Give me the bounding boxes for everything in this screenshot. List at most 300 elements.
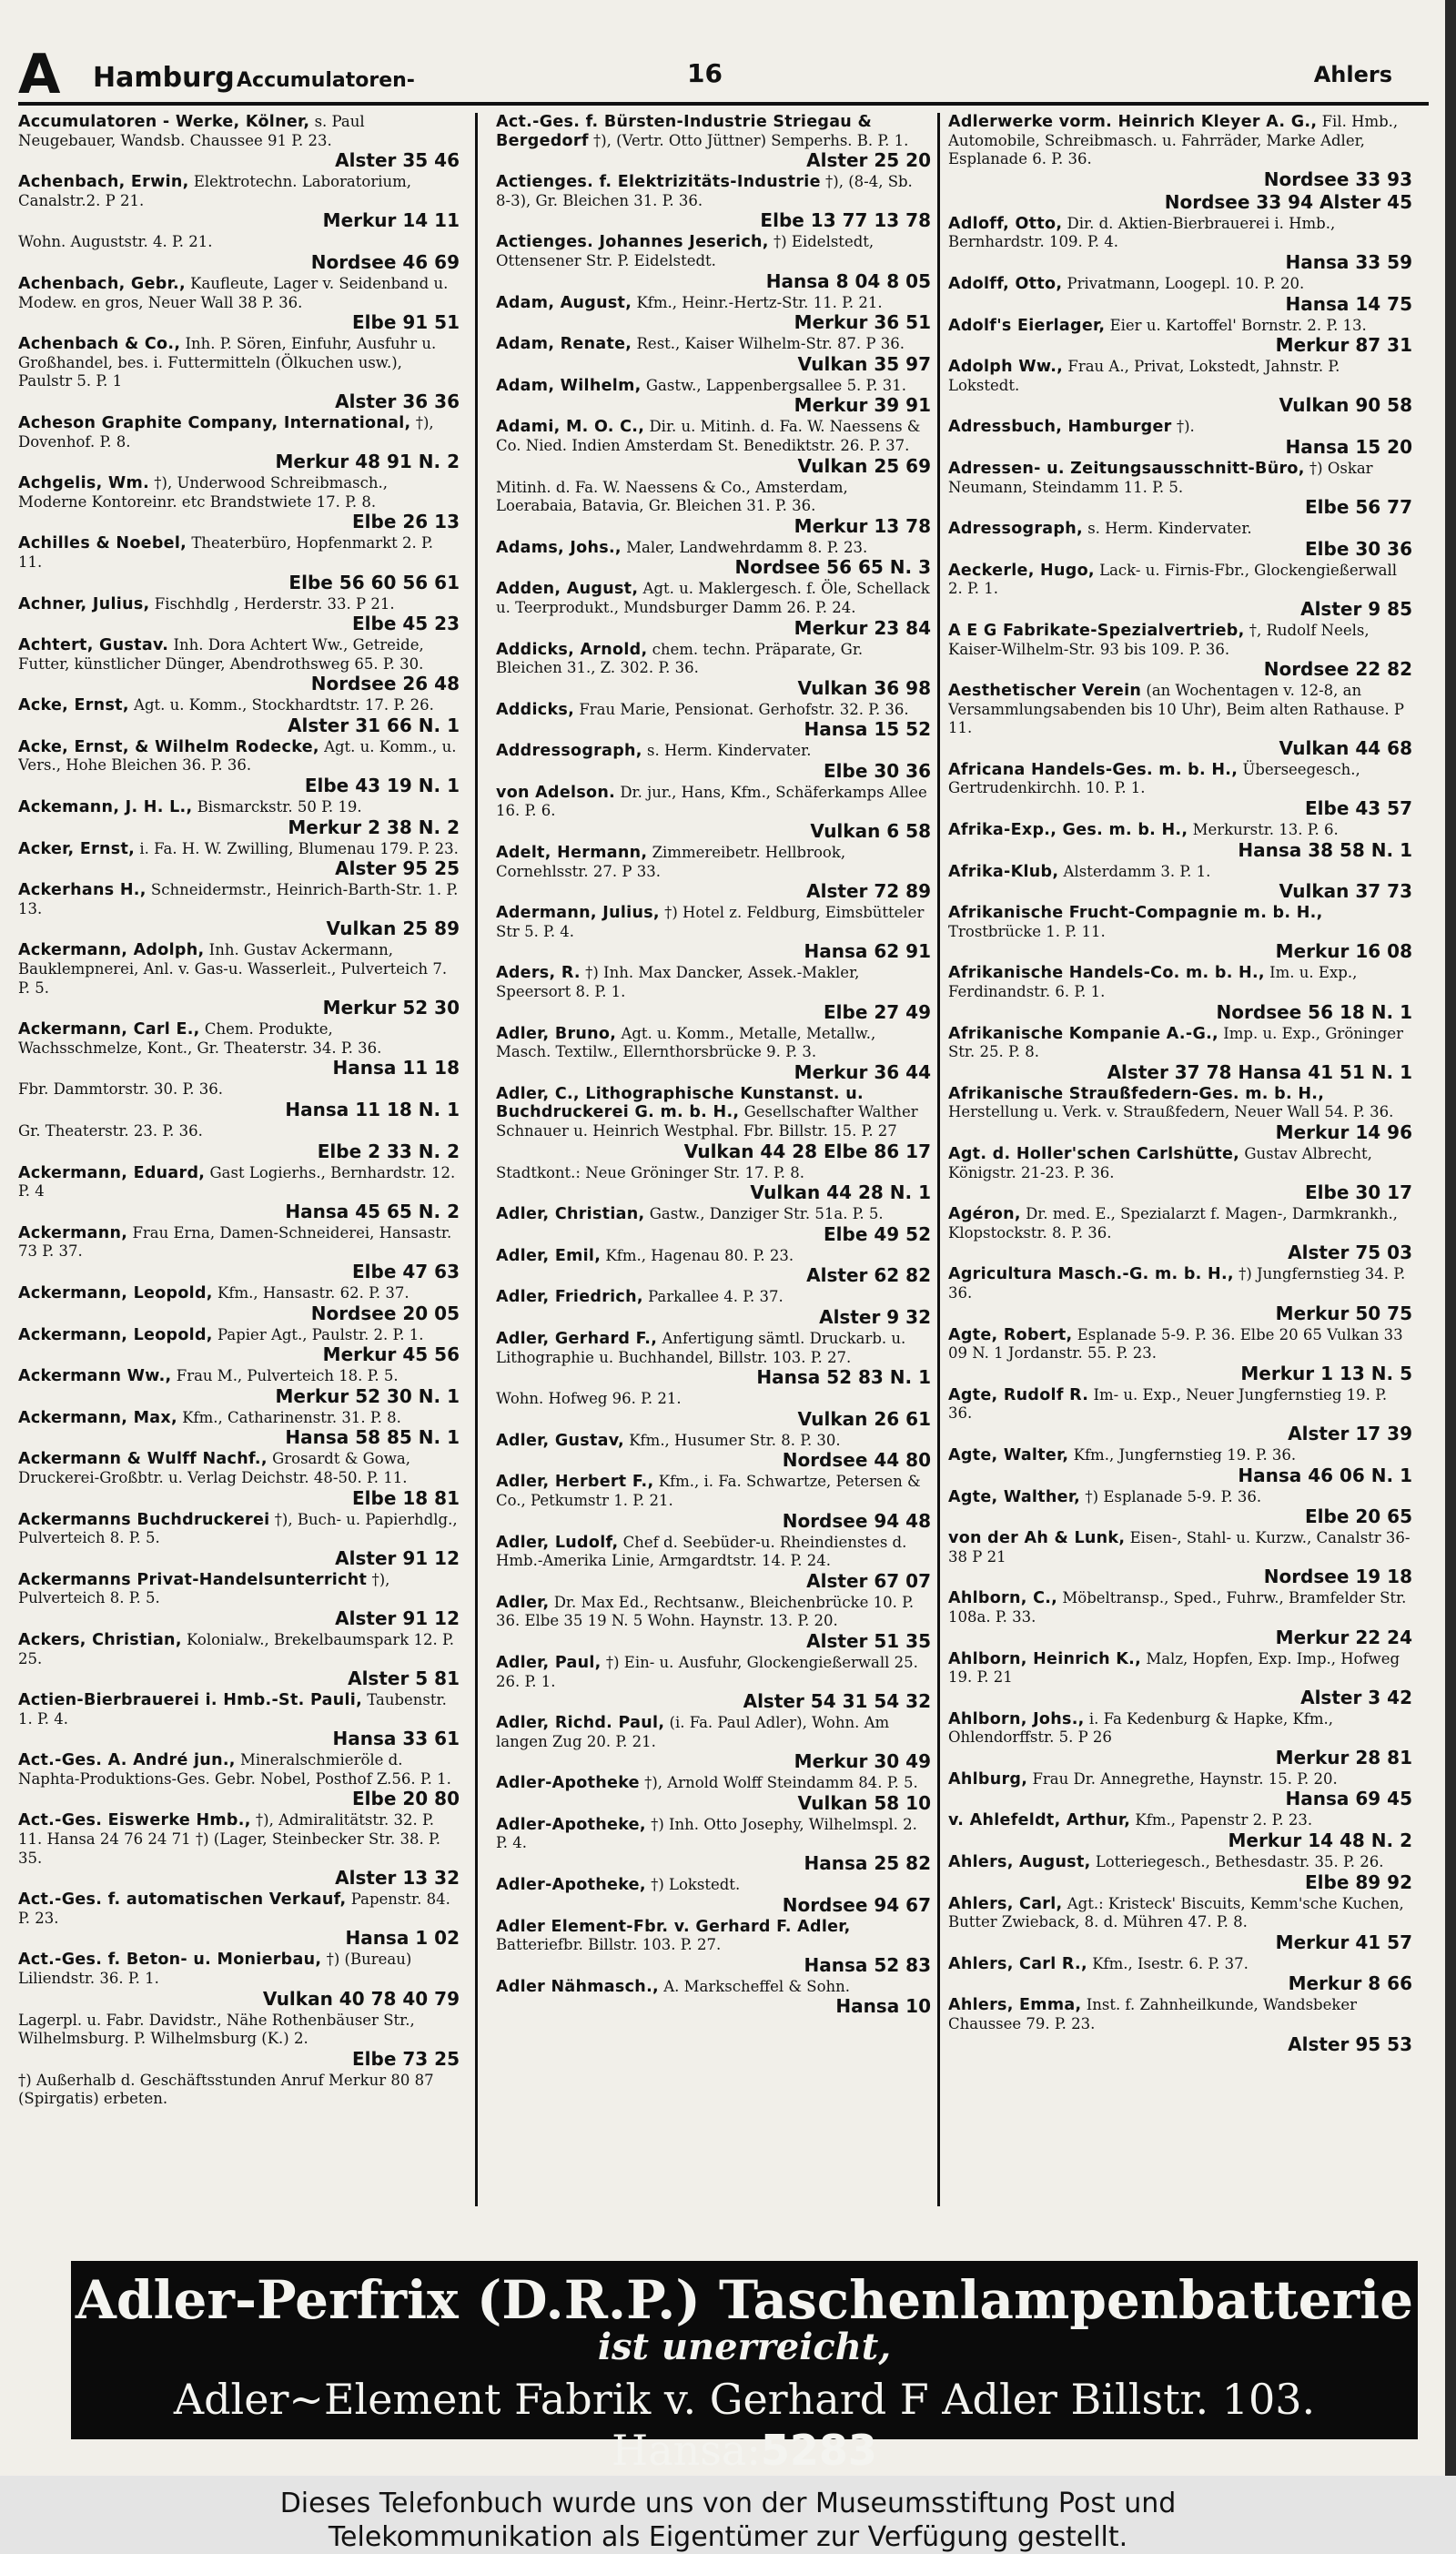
entry-details: Dr. jur., Hans, Kfm., Schäferkamps Allee 16. P. 6.	[496, 783, 927, 820]
directory-entry	[18, 881, 460, 938]
directory-entry	[496, 1330, 931, 1387]
entry-telephone: Alster 25 20	[806, 149, 931, 172]
directory-entry	[18, 636, 460, 694]
entry-telephone: Nordsee 94 48	[782, 1509, 931, 1532]
entry-details: Inst. f. Zahnheilkunde, Wandsbeker Chaussee 79. P. 23.	[948, 1996, 1358, 2033]
directory-entry	[948, 964, 1412, 1021]
directory-entry	[18, 534, 460, 592]
directory-entry	[496, 904, 931, 961]
entry-name: Actienges. f. Elektrizitäts-Industrie	[496, 173, 821, 192]
entry-name: Adler, Christian,	[496, 1205, 645, 1224]
entry-telephone: Vulkan 40 78 40 79	[262, 1987, 460, 2010]
entry-telephone: Vulkan 6 58	[810, 820, 931, 843]
directory-entry	[948, 622, 1412, 679]
entry-telephone: Elbe 30 36	[824, 759, 931, 782]
entry-name: Act.-Ges. f. Bürsten-Industrie Striegau & Bergedorf	[496, 113, 873, 150]
entry-details: Kfm., Heinr.-Hertz-Str. 11. P. 21.	[636, 293, 883, 311]
entry-name: Acke, Ernst, & Wilhelm Rodecke,	[18, 737, 319, 756]
entry-name: Ackermann, Carl E.,	[18, 1020, 200, 1039]
entry-telephone: Nordsee 26 48	[310, 673, 460, 695]
directory-entry	[18, 335, 460, 411]
directory-entry	[948, 358, 1412, 415]
entry-details: Fischhdlg , Herderstr. 33. P 21.	[154, 594, 395, 613]
entry-name: Ackers, Christian,	[18, 1630, 182, 1649]
directory-entry	[496, 1473, 931, 1530]
ad-phone-number: 5283	[760, 2426, 877, 2475]
entry-details: Maler, Landwehrdamm 8. P. 23.	[626, 538, 868, 556]
entry-details: Inh. Gustav Ackermann, Bauklempnerei, Anl. v. Gas-u. Wasserleit., Pulverteich 7. P. 5.	[18, 941, 448, 997]
entry-name: Acke, Ernst,	[18, 696, 129, 715]
entry-details: †), (Vertr. Otto Jüttner) Semperhs. B. P. 1.	[592, 131, 909, 149]
entry-telephone: Nordsee 56 18 N. 1	[1216, 1000, 1412, 1023]
entry-details: Esplanade 5-9. P. 36. Elbe 20 65 Vulkan 33 09 N. 1 Jordanstr. 55. P. 23.	[948, 1325, 1403, 1363]
directory-entry	[496, 539, 931, 578]
directory-entry	[496, 1205, 931, 1244]
entry-telephone: Nordsee 22 82	[1263, 658, 1412, 681]
entry-telephone: Elbe 43 19 N. 1	[304, 775, 460, 797]
entry-name: Agt. d. Holler'schen Carlshütte,	[948, 1145, 1240, 1163]
entry-details: †) (Bureau) Liliendstr. 36. P. 1.	[18, 1951, 412, 1988]
entry-name: Ackermann, Leopold,	[18, 1325, 213, 1344]
directory-entry	[948, 904, 1412, 961]
entry-details: Fil. Hmb., Automobile, Schreibmasch. u. Fahrräder, Marke Adler, Esplanade 6. P. 36.	[948, 113, 1399, 168]
entry-telephone: Hansa 45 65 N. 2	[285, 1200, 460, 1222]
directory-entry	[948, 460, 1412, 517]
directory-entry	[496, 173, 931, 230]
entry-telephone: Elbe 45 23	[352, 613, 460, 635]
entry-telephone: Merkur 52 30	[322, 997, 460, 1019]
directory-entry	[18, 233, 460, 272]
entry-name: Adler, C., Lithographische Kunstanst. u. Buchdruckerei G. m. b. H.,	[496, 1084, 864, 1122]
entry-details: s. Herm. Kindervater.	[647, 742, 812, 760]
entry-name: Acheson Graphite Company, International,	[18, 413, 411, 432]
directory-entry	[948, 821, 1412, 860]
entry-name: Adloff, Otto,	[948, 214, 1063, 233]
directory-entry	[496, 1774, 931, 1813]
entry-details: Wohn. Hofweg 96. P. 21.	[496, 1390, 682, 1408]
entry-telephone: Elbe 43 57	[1305, 797, 1412, 820]
entry-name: Afrika-Klub,	[948, 862, 1059, 881]
entry-details: Kaufleute, Lager v. Seidenband u. Modew. en gros, Neuer Wall 38 P. 36.	[18, 274, 449, 311]
entry-details: Rest., Kaiser Wilhelm-Str. 87. P 36.	[636, 335, 905, 353]
entry-name: Afrikanische Straußfedern-Ges. m. b. H.,	[948, 1084, 1325, 1103]
entry-details: †), Admiralitätstr. 32. P. 11. Hansa 24 76 24 71 †) (Lager, Steinbecker Str. 38. P. 35.	[18, 1811, 440, 1867]
entry-details: Dir. u. Mitinh. d. Fa. W. Naessens & Co. Nied. Indien Amsterdam St. Benediktstr. 26. P. 37.	[496, 418, 921, 454]
directory-entry	[18, 1571, 460, 1628]
entry-telephone: Alster 36 36	[335, 390, 460, 412]
entry-telephone: Alster 3 42	[1300, 1686, 1412, 1708]
entry-details: Malz, Hopfen, Exp. Imp., Hofweg 19. P. 21	[948, 1649, 1400, 1687]
directory-entry	[18, 1511, 460, 1568]
first-entry-keyword: Accumulatoren-	[237, 69, 415, 92]
entry-name: A E G Fabrikate-Spezialvertrieb,	[948, 621, 1245, 640]
entry-name: Adler, Ludolf,	[496, 1533, 619, 1552]
directory-entry	[948, 1386, 1412, 1444]
entry-telephone: Elbe 47 63	[352, 1260, 460, 1282]
entry-telephone: Elbe 89 92	[1305, 1870, 1412, 1893]
entry-telephone: Merkur 23 84	[794, 616, 931, 639]
entry-name: Adlerwerke vorm. Heinrich Kleyer A. G.,	[948, 113, 1318, 131]
directory-entry	[18, 113, 460, 170]
entry-telephone: Alster 62 82	[806, 1264, 931, 1287]
directory-entry	[496, 233, 931, 290]
entry-name: Achner, Julius,	[18, 594, 150, 613]
entry-telephone: Merkur 39 91	[794, 394, 931, 417]
entry-name: Acker, Ernst,	[18, 839, 136, 858]
directory-entry	[18, 414, 460, 471]
directory-entry	[948, 1589, 1412, 1647]
entry-telephone: Alster 31 66 N. 1	[288, 714, 460, 736]
directory-entry	[496, 377, 931, 416]
directory-entry	[18, 1020, 460, 1078]
entry-name: Ackermanns Privat-Handelsunterricht	[18, 1570, 368, 1589]
directory-entry	[496, 844, 931, 901]
entry-details: Kfm., Jungfernstieg 19. P. 36.	[1073, 1445, 1297, 1464]
entry-details: Kfm., Catharinenstr. 31. P. 8.	[182, 1408, 401, 1426]
entry-name: Achenbach, Gebr.,	[18, 274, 186, 293]
entry-details: Frau Marie, Pensionat. Gerhofstr. 32. P. 36.	[579, 700, 909, 718]
entry-name: Addressograph,	[496, 742, 642, 761]
directory-entry	[18, 1284, 460, 1323]
entry-telephone: Hansa 14 75	[1285, 292, 1412, 315]
entry-details: Eier u. Kartoffel' Bornstr. 2. P. 13.	[1109, 316, 1367, 334]
entry-details: †) Esplanade 5-9. P. 36.	[1085, 1487, 1262, 1505]
directory-entry	[948, 317, 1412, 356]
entry-details: Gastw., Lappenbergsallee 5. P. 31.	[645, 376, 907, 394]
directory-entry	[948, 1488, 1412, 1527]
directory-entry	[496, 964, 931, 1021]
entry-name: Adelt, Hermann,	[496, 844, 648, 863]
entry-telephone: Hansa 46 06 N. 1	[1238, 1464, 1412, 1486]
entry-telephone: Merkur 16 08	[1275, 940, 1412, 963]
entry-telephone: Nordsee 33 93	[1263, 167, 1412, 190]
entry-telephone: Elbe 49 52	[824, 1222, 931, 1245]
entry-telephone: Hansa 62 91	[804, 940, 931, 963]
entry-telephone: Merkur 36 51	[794, 311, 931, 334]
city-name: Hamburg	[93, 62, 235, 94]
directory-entry	[18, 173, 460, 230]
entry-details: Kfm., Papenstr 2. P. 23.	[1135, 1811, 1313, 1829]
entry-telephone: Alster 35 46	[335, 149, 460, 172]
entry-name: Adler, Friedrich,	[496, 1288, 643, 1307]
entry-details: Zimmereibetr. Hellbrook, Cornehlsstr. 27. P 33.	[496, 844, 846, 880]
entry-telephone: Elbe 30 17	[1305, 1181, 1412, 1204]
entry-details: Inh. Dora Achtert Ww., Getreide, Futter, künstlicher Dünger, Abendrothsweg 65. P. 30.	[18, 636, 424, 673]
directory-entry	[948, 192, 1412, 212]
directory-entry	[496, 1025, 931, 1082]
entry-name: Addicks, Arnold,	[496, 640, 648, 659]
entry-telephone: Vulkan 36 98	[797, 676, 931, 699]
entry-name: Agricultura Masch.-G. m. b. H.,	[948, 1265, 1234, 1284]
entry-details: Im. u. Exp., Ferdinandstr. 6. P. 1.	[948, 964, 1358, 1001]
directory-entry	[18, 1224, 460, 1282]
entry-telephone: Alster 9 85	[1300, 597, 1412, 620]
directory-entry	[18, 1951, 460, 2008]
directory-entry	[948, 1085, 1412, 1142]
entry-name: Adler Nähmasch.,	[496, 1977, 659, 1996]
directory-entry	[948, 1326, 1412, 1383]
entry-name: Actien-Bierbrauerei i. Hmb.-St. Pauli,	[18, 1691, 363, 1710]
entry-telephone: Merkur 14 96	[1275, 1121, 1412, 1143]
entry-telephone: Elbe 20 65	[1305, 1505, 1412, 1528]
directory-entry	[496, 641, 931, 698]
entry-telephone: Vulkan 25 69	[797, 454, 931, 477]
footer-line-2: Telekommunikation als Eigentümer zur Verfügung gestellt.	[328, 2521, 1128, 2553]
header-rule	[18, 102, 1429, 106]
entry-name: Adam, August,	[496, 293, 632, 312]
entry-details: Eisen-, Stahl- u. Kurzw., Canalstr 36-38 P 21	[948, 1529, 1410, 1566]
entry-details: Privatmann, Loogepl. 10. P. 20.	[1067, 274, 1305, 292]
entry-telephone: Merkur 41 57	[1275, 1931, 1412, 1953]
entry-telephone: Merkur 22 24	[1275, 1626, 1412, 1648]
entry-details: Im- u. Exp., Neuer Jungfernstieg 19. P. 36.	[948, 1385, 1388, 1423]
entry-name: von Adelson.	[496, 783, 616, 802]
entry-details: (i. Fa. Paul Adler), Wohn. Am langen Zug 20. P. 21.	[496, 1714, 890, 1750]
entry-telephone: Vulkan 90 58	[1279, 394, 1412, 417]
entry-telephone: Alster 72 89	[806, 880, 931, 903]
entry-details: †) Jungfernstieg 34. P. 36.	[948, 1265, 1406, 1302]
entry-telephone: Merkur 36 44	[794, 1060, 931, 1083]
entry-telephone: Nordsee 20 05	[310, 1302, 460, 1324]
directory-entry	[18, 1367, 460, 1406]
entry-name: Adler, Emil,	[496, 1246, 602, 1265]
entry-name: Adler, Herbert F.,	[496, 1473, 654, 1492]
directory-entry	[948, 520, 1412, 559]
entry-name: Adolph Ww.,	[948, 358, 1064, 377]
entry-name: Ackermanns Buchdruckerei	[18, 1510, 270, 1529]
ad-address: Adler~Element Fabrik v. Gerhard F Adler Billstr. 103. Hansa:	[173, 2375, 1316, 2475]
entry-telephone: Hansa 58 85 N. 1	[285, 1426, 460, 1449]
entry-name: Adolff, Otto,	[948, 274, 1063, 293]
entry-telephone: Merkur 28 81	[1275, 1746, 1412, 1769]
entry-name: Ackermann & Wulff Nachf.,	[18, 1450, 268, 1469]
entry-details: Papenstr. 84. P. 23.	[18, 1890, 450, 1927]
ad-address-line	[71, 2374, 1418, 2476]
entry-telephone: Elbe 91 51	[352, 311, 460, 334]
directory-entry	[496, 1654, 931, 1711]
entry-details: Inh. P. Sören, Einfuhr, Ausfuhr u. Großhandel, bes. i. Futtermitteln (Ölkuchen usw.), Paulstr 5. P. 1	[18, 335, 437, 390]
entry-name: Adler-Apotheke	[496, 1774, 640, 1793]
entry-name: Adressen- u. Zeitungsausschnitt-Büro,	[948, 459, 1305, 478]
entry-name: Ackermann,	[18, 1223, 128, 1242]
entry-name: Afrikanische Handels-Co. m. b. H.,	[948, 964, 1265, 983]
entry-details: Agt. u. Komm., Stockhardtstr. 17. P. 26.	[134, 696, 434, 715]
directory-entry	[948, 863, 1412, 902]
entry-details: †).	[1176, 418, 1195, 436]
entry-details: †), Dovenhof. P. 8.	[18, 413, 434, 451]
entry-telephone: Merkur 8 66	[1288, 1972, 1412, 1995]
entry-telephone: Vulkan 44 28 Elbe 86 17	[683, 1140, 931, 1162]
entry-name: Adler, Bruno,	[496, 1024, 617, 1043]
entry-name: Ahlborn, C.,	[948, 1589, 1058, 1608]
entry-details: Trostbrücke 1. P. 11.	[948, 922, 1106, 940]
entry-details: Theaterbüro, Hopfenmarkt 2. P. 11.	[18, 534, 433, 571]
entry-telephone: Merkur 14 11	[322, 209, 460, 232]
entry-details: Frau A., Privat, Lokstedt, Jahnstr. P. Lokstedt.	[948, 358, 1340, 394]
directory-entry	[496, 418, 931, 475]
entry-name: Achenbach & Co.,	[18, 335, 181, 354]
entry-name: Africana Handels-Ges. m. b. H.,	[948, 760, 1239, 779]
entry-name: Adler, Richd. Paul,	[496, 1714, 665, 1733]
directory-entry	[496, 1247, 931, 1286]
entry-telephone: Merkur 14 48 N. 2	[1228, 1829, 1412, 1852]
entry-telephone: Hansa 15 20	[1285, 435, 1412, 458]
advertisement-banner	[71, 2261, 1418, 2475]
entry-telephone: Hansa 15 52	[804, 718, 931, 741]
entry-name: Adressograph,	[948, 520, 1083, 539]
column-middle	[496, 113, 931, 2206]
entry-details: Taubenstr. 1. P. 4.	[18, 1691, 447, 1728]
entry-name: Ackemann, J. H. L.,	[18, 798, 193, 817]
entry-details: Dr. med. E., Spezialarzt f. Magen-, Darmkrankh., Klopstockstr. 8. P. 36.	[948, 1205, 1398, 1242]
entry-telephone: Hansa 33 59	[1285, 250, 1412, 273]
entry-details: (an Wochentagen v. 12-8, an Versammlungsabenden bis 10 Uhr), Beim alten Rathause. P 11.	[948, 682, 1404, 737]
entry-details: s. Paul Neugebauer, Wandsb. Chaussee 91 P. 23.	[18, 113, 365, 149]
entry-name: Actienges. Johannes Jeserich,	[496, 233, 769, 252]
entry-telephone: Vulkan 37 73	[1279, 880, 1412, 903]
entry-name: Aders, R.	[496, 964, 581, 983]
entry-details: Batteriefbr. Billstr. 103. P. 27.	[496, 1936, 722, 1954]
entry-name: Adler,	[496, 1593, 550, 1612]
entry-telephone: Vulkan 58 10	[797, 1791, 931, 1814]
entry-telephone: Vulkan 25 89	[326, 917, 460, 940]
directory-entry	[948, 1265, 1412, 1323]
ad-subline: ist unerreicht,	[597, 2326, 892, 2368]
entry-telephone: Elbe 18 81	[352, 1486, 460, 1509]
entry-details: †) Lokstedt.	[651, 1876, 741, 1894]
directory-entry	[18, 1080, 460, 1120]
directory-entry	[18, 840, 460, 879]
entry-telephone: Elbe 26 13	[352, 511, 460, 533]
entry-telephone: Nordsee 46 69	[310, 250, 460, 273]
directory-entry	[496, 479, 931, 536]
directory-entry	[18, 1409, 460, 1448]
entry-details: s. Herm. Kindervater.	[1087, 520, 1252, 538]
entry-name: Achgelis, Wm.	[18, 474, 150, 493]
entry-details: Kfm., i. Fa. Schwartze, Petersen & Co., Petkumstr 1. P. 21.	[496, 1473, 921, 1509]
entry-name: Ahlers, Emma,	[948, 1996, 1082, 2015]
entry-telephone: Hansa 69 45	[1285, 1788, 1412, 1810]
directory-entry	[496, 294, 931, 333]
entry-name: Agéron,	[948, 1205, 1021, 1224]
entry-telephone: Alster 54 31 54 32	[743, 1690, 931, 1713]
entry-name: Ahlborn, Johs.,	[948, 1709, 1085, 1728]
entry-details: Grosardt & Gowa, Druckerei-Großbtr. u. Verlag Deichstr. 48-50. P. 11.	[18, 1450, 410, 1486]
directory-entry	[18, 1122, 460, 1161]
directory-entry	[496, 1978, 931, 2017]
last-entry-keyword: Ahlers	[1313, 62, 1392, 87]
entry-details: †) Oskar Neumann, Steindamm 11. P. 5.	[948, 459, 1373, 496]
entry-details: Anfertigung sämtl. Druckarb. u. Lithographie u. Buchhandel, Billstr. 103. P. 27.	[496, 1329, 906, 1366]
entry-details: i. Fa. H. W. Zwilling, Blumenau 179. P. 23.	[139, 839, 459, 857]
directory-entry	[18, 275, 460, 332]
entry-details: Papier Agt., Paulstr. 2. P. 1.	[217, 1325, 424, 1343]
entry-telephone: Alster 75 03	[1288, 1242, 1412, 1264]
entry-telephone: Hansa 8 04 8 05	[765, 269, 931, 292]
entry-telephone: Alster 91 12	[335, 1606, 460, 1629]
directory-entry	[948, 1025, 1412, 1082]
entry-details: chem. techn. Präparate, Gr. Bleichen 31., Z. 302. P. 36.	[496, 640, 864, 677]
entry-details: Mitinh. d. Fa. W. Naessens & Co., Amsterdam, Loerabaia, Batavia, Gr. Bleichen 31. P. 36.	[496, 478, 848, 515]
entry-details: †) Hotel z. Feldburg, Eimsbütteler Str 5. P. 4.	[496, 904, 925, 940]
entry-telephone: Merkur 50 75	[1275, 1302, 1412, 1324]
entry-details: Agt.: Kristeck' Biscuits, Kemm'sche Kuchen, Butter Zwieback, 8. d. Mühren 47. P. 8.	[948, 1894, 1404, 1931]
entry-telephone: Elbe 56 77	[1305, 496, 1412, 519]
entry-telephone: Hansa 33 61	[332, 1728, 460, 1750]
entry-telephone: Alster 91 12	[335, 1546, 460, 1569]
entry-name: Ackerhans H.,	[18, 881, 147, 900]
entry-name: Act.-Ges. A. André jun.,	[18, 1751, 236, 1770]
directory-entry	[496, 1876, 931, 1915]
entry-telephone: Elbe 20 80	[352, 1788, 460, 1810]
entry-details: †) Ein- u. Ausfuhr, Glockengießerwall 25. 26. P. 1.	[496, 1653, 918, 1690]
entry-name: Ahlburg,	[948, 1769, 1028, 1789]
entry-details: Lotteriegesch., Bethesdastr. 35. P. 26.	[1095, 1853, 1384, 1871]
directory-entry	[948, 275, 1412, 314]
directory-entry	[18, 1890, 460, 1948]
directory-entry	[18, 798, 460, 837]
entry-name: Adler-Apotheke,	[496, 1815, 646, 1834]
entry-telephone: Nordsee 19 18	[1263, 1566, 1412, 1588]
directory-entry	[496, 580, 931, 637]
directory-entry	[496, 1164, 931, 1203]
column-divider	[937, 113, 940, 2206]
entry-details: Gast Logierhs., Bernhardstr. 12. P. 4	[18, 1163, 456, 1201]
entry-details: Fbr. Dammtorstr. 30. P. 36.	[18, 1080, 224, 1099]
entry-details: †), Pulverteich 8. P. 5.	[18, 1570, 390, 1607]
entry-telephone: Hansa 11 18 N. 1	[285, 1099, 460, 1120]
entry-name: Aeckerle, Hugo,	[948, 561, 1095, 580]
entry-telephone: Merkur 52 30 N. 1	[275, 1384, 460, 1407]
entry-name: Ahlers, August,	[948, 1853, 1091, 1872]
entry-name: Ackermann, Leopold,	[18, 1283, 213, 1302]
directory-entry	[948, 1811, 1412, 1850]
column-divider	[475, 113, 478, 2206]
directory-entry	[496, 113, 931, 170]
footer-text	[0, 2487, 1456, 2554]
page-number: 16	[687, 58, 723, 88]
entry-telephone: Elbe 73 25	[352, 2047, 460, 2070]
entry-details: Kfm., Hagenau 80. P. 23.	[605, 1246, 794, 1264]
directory-entry	[496, 784, 931, 841]
entry-details: †) Außerhalb d. Geschäftsstunden Anruf Merkur 80 87 (Spirgatis) erbeten.	[18, 2071, 434, 2108]
entry-telephone: Merkur 1 13 N. 5	[1240, 1362, 1412, 1384]
directory-entry	[496, 1432, 931, 1471]
entry-details: Agt. u. Maklergesch. f. Öle, Schellack u. Teerprodukt., Mundsburger Damm 26. P. 24.	[496, 580, 930, 616]
entry-name: Ackermann, Adolph,	[18, 941, 205, 960]
entry-details: †) Inh. Otto Josephy, Wilhelmspl. 2. P. 4.	[496, 1815, 917, 1852]
directory-entry	[948, 1853, 1412, 1892]
entry-telephone: Alster 95 25	[335, 857, 460, 880]
entry-name: Adam, Wilhelm,	[496, 376, 642, 395]
entry-name: Afrika-Exp., Ges. m. b. H.,	[948, 821, 1188, 840]
entry-details: Gr. Theaterstr. 23. P. 36.	[18, 1122, 203, 1140]
directory-entry	[948, 215, 1412, 272]
directory-entry	[948, 1710, 1412, 1768]
entry-telephone: Elbe 30 36	[1305, 537, 1412, 560]
directory-entry	[496, 1390, 931, 1429]
entry-telephone: Merkur 30 49	[794, 1750, 931, 1773]
entry-name: Adami, M. O. C.,	[496, 418, 645, 437]
entry-name: Adam, Renate,	[496, 335, 632, 354]
entry-details: Überseegesch., Gertrudenkirchh. 10. P. 1.	[948, 760, 1360, 797]
entry-telephone: Vulkan 44 28 N. 1	[750, 1181, 931, 1204]
directory-entry	[18, 1164, 460, 1221]
entry-details: †) Inh. Max Dancker, Assek.-Makler, Speersort 8. P. 1.	[496, 964, 860, 1001]
footer-line-1: Dieses Telefonbuch wurde uns von der Museumsstiftung Post und	[279, 2488, 1177, 2519]
entry-name: Ahlers, Carl,	[948, 1894, 1063, 1913]
entry-name: Agte, Robert,	[948, 1325, 1073, 1344]
